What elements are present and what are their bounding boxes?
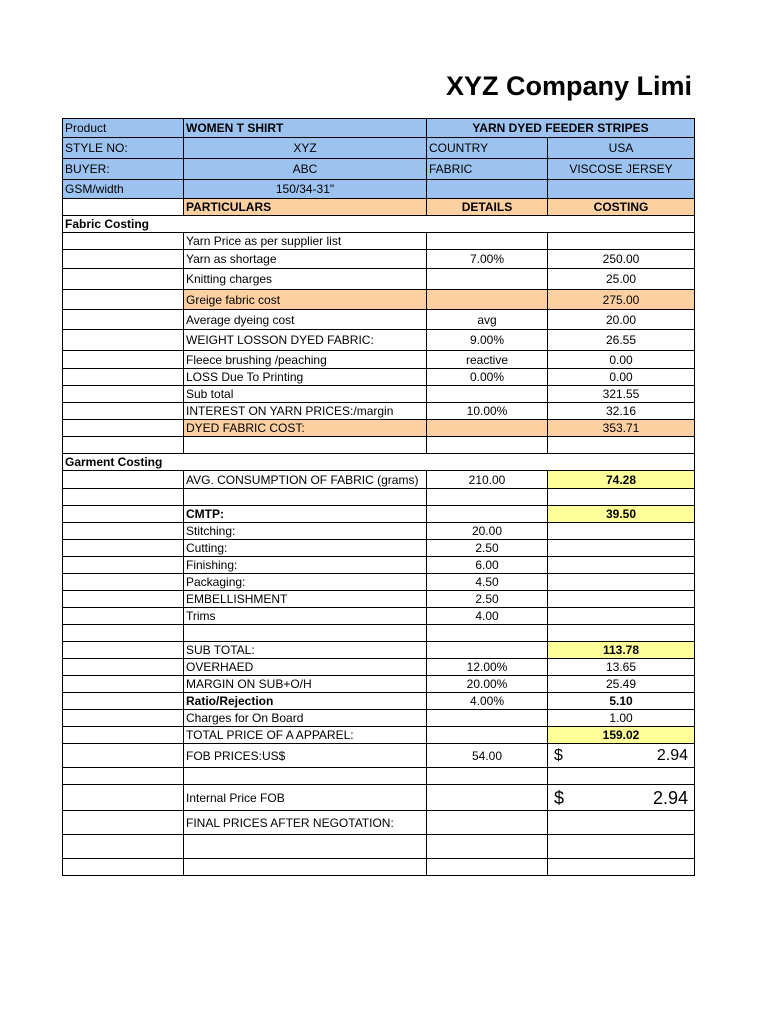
empty-cell[interactable] xyxy=(548,437,695,454)
empty-cell[interactable] xyxy=(63,330,184,351)
fob-details[interactable]: 54.00 xyxy=(427,744,548,768)
empty-cell[interactable] xyxy=(184,835,427,859)
empty-cell[interactable] xyxy=(548,591,695,608)
fob-label[interactable]: FOB PRICES:US$ xyxy=(184,744,427,768)
empty-cell[interactable] xyxy=(184,625,427,642)
particular-cell[interactable]: INTEREST ON YARN PRICES:/margin xyxy=(184,403,427,420)
empty-cell[interactable] xyxy=(184,489,427,506)
ratio-details[interactable]: 4.00% xyxy=(427,693,548,710)
table-row xyxy=(63,608,695,625)
empty-cell[interactable] xyxy=(548,557,695,574)
particular-cell[interactable]: LOSS Due To Printing xyxy=(184,369,427,386)
empty-cell[interactable] xyxy=(427,642,548,659)
cmtp-item-label[interactable]: Packaging: xyxy=(184,574,427,591)
table-row xyxy=(63,471,695,489)
empty-cell[interactable] xyxy=(184,768,427,785)
empty-row xyxy=(63,625,695,642)
fabric-value[interactable]: VISCOSE JERSEY xyxy=(548,159,695,180)
empty-cell[interactable] xyxy=(63,693,184,710)
table-row xyxy=(63,540,695,557)
empty-cell[interactable] xyxy=(63,540,184,557)
product-row xyxy=(63,119,695,138)
costing-sheet xyxy=(62,118,695,876)
table-row xyxy=(63,785,695,811)
table-row xyxy=(63,676,695,693)
table-row xyxy=(63,269,695,290)
table-row xyxy=(63,420,695,437)
empty-cell[interactable] xyxy=(427,625,548,642)
empty-cell[interactable] xyxy=(63,642,184,659)
empty-cell[interactable] xyxy=(63,386,184,403)
table-row xyxy=(63,591,695,608)
details-cell[interactable]: 10.00% xyxy=(427,403,548,420)
empty-cell[interactable] xyxy=(548,768,695,785)
costing-cell[interactable]: 26.55 xyxy=(548,330,695,351)
empty-cell[interactable] xyxy=(63,785,184,811)
particular-cell[interactable]: Average dyeing cost xyxy=(184,310,427,330)
details-cell[interactable]: 7.00% xyxy=(427,250,548,269)
product-label: Product xyxy=(63,119,184,138)
cmtp-costing[interactable]: 39.50 xyxy=(548,506,695,523)
fob-amount: 2.94 xyxy=(656,746,689,764)
empty-row xyxy=(63,859,695,876)
particular-cell[interactable]: Yarn Price as per supplier list xyxy=(184,233,427,250)
onboard-label[interactable]: Charges for On Board xyxy=(184,710,427,727)
costing-cell[interactable] xyxy=(548,233,695,250)
particular-cell[interactable]: WEIGHT LOSSON DYED FABRIC: xyxy=(184,330,427,351)
particular-cell[interactable]: DYED FABRIC COST: xyxy=(184,420,427,437)
empty-cell[interactable] xyxy=(548,811,695,835)
costing-cell[interactable]: 0.00 xyxy=(548,369,695,386)
table-row xyxy=(63,557,695,574)
margin-details[interactable]: 20.00% xyxy=(427,676,548,693)
cmtp-item-label[interactable]: Trims xyxy=(184,608,427,625)
empty-cell[interactable] xyxy=(63,369,184,386)
cmtp-item-label[interactable]: Finishing: xyxy=(184,557,427,574)
country-label: COUNTRY xyxy=(427,138,548,159)
empty-cell[interactable] xyxy=(63,310,184,330)
empty-cell[interactable] xyxy=(63,290,184,310)
table-row xyxy=(63,351,695,369)
empty-cell[interactable] xyxy=(427,506,548,523)
ratio-label[interactable]: Ratio/Rejection xyxy=(184,693,427,710)
empty-cell[interactable] xyxy=(63,471,184,489)
cmtp-item-label[interactable]: Cutting: xyxy=(184,540,427,557)
buyer-value[interactable]: ABC xyxy=(184,159,427,180)
table-row xyxy=(63,403,695,420)
subtotal-costing[interactable]: 113.78 xyxy=(548,642,695,659)
empty-cell[interactable] xyxy=(427,768,548,785)
empty-cell[interactable] xyxy=(63,233,184,250)
cmtp-item-details[interactable]: 2.50 xyxy=(427,540,548,557)
empty-cell[interactable] xyxy=(63,557,184,574)
empty-cell[interactable] xyxy=(427,180,548,199)
empty-cell[interactable] xyxy=(184,859,427,876)
empty-row xyxy=(63,835,695,859)
details-cell[interactable] xyxy=(427,269,548,290)
empty-row xyxy=(63,768,695,785)
final-price-label[interactable]: FINAL PRICES AFTER NEGOTATION: xyxy=(184,811,427,835)
onboard-costing[interactable]: 1.00 xyxy=(548,710,695,727)
table-row xyxy=(63,811,695,835)
empty-cell[interactable] xyxy=(63,403,184,420)
empty-cell[interactable] xyxy=(63,574,184,591)
total-costing[interactable]: 159.02 xyxy=(548,727,695,744)
product-value[interactable]: WOMEN T SHIRT xyxy=(184,119,427,138)
empty-cell[interactable] xyxy=(63,489,184,506)
details-cell[interactable]: avg xyxy=(427,310,548,330)
details-cell[interactable]: reactive xyxy=(427,351,548,369)
empty-cell[interactable] xyxy=(63,523,184,540)
empty-cell[interactable] xyxy=(427,489,548,506)
empty-cell[interactable] xyxy=(427,859,548,876)
cmtp-item-details[interactable]: 2.50 xyxy=(427,591,548,608)
empty-cell[interactable] xyxy=(427,835,548,859)
empty-cell[interactable] xyxy=(548,835,695,859)
empty-cell[interactable] xyxy=(63,250,184,269)
empty-cell[interactable] xyxy=(427,437,548,454)
gsm-value[interactable]: 150/34-31" xyxy=(184,180,427,199)
details-cell[interactable] xyxy=(427,386,548,403)
empty-cell[interactable] xyxy=(63,835,184,859)
company-title: XYZ Company Limi xyxy=(446,71,693,101)
costing-cell[interactable]: 25.00 xyxy=(548,269,695,290)
gsm-label: GSM/width xyxy=(63,180,184,199)
empty-cell[interactable] xyxy=(63,591,184,608)
details-cell[interactable]: 9.00% xyxy=(427,330,548,351)
empty-cell[interactable] xyxy=(427,785,548,811)
internal-price-label[interactable]: Internal Price FOB xyxy=(184,785,427,811)
empty-row xyxy=(63,437,695,454)
empty-cell[interactable] xyxy=(63,676,184,693)
table-row xyxy=(63,330,695,351)
fabric-label: FABRIC xyxy=(427,159,548,180)
empty-cell[interactable] xyxy=(427,710,548,727)
consumption-label[interactable]: AVG. CONSUMPTION OF FABRIC (grams) xyxy=(184,471,427,489)
empty-cell[interactable] xyxy=(548,574,695,591)
empty-cell[interactable] xyxy=(548,625,695,642)
cmtp-item-label[interactable]: Stitching: xyxy=(184,523,427,540)
internal-currency: $ xyxy=(554,787,565,808)
empty-cell[interactable] xyxy=(427,811,548,835)
table-row xyxy=(63,523,695,540)
internal-amount: 2.94 xyxy=(652,787,689,808)
style-row xyxy=(63,138,695,159)
empty-cell[interactable] xyxy=(63,811,184,835)
particulars-header: PARTICULARS xyxy=(184,199,427,216)
cmtp-item-details[interactable]: 4.50 xyxy=(427,574,548,591)
garment-section-title: Garment Costing xyxy=(63,454,695,471)
empty-cell[interactable] xyxy=(548,540,695,557)
consumption-details[interactable]: 210.00 xyxy=(427,471,548,489)
table-row xyxy=(63,506,695,523)
details-header: DETAILS xyxy=(427,199,548,216)
empty-cell[interactable] xyxy=(63,625,184,642)
table-row xyxy=(63,574,695,591)
table-row xyxy=(63,290,695,310)
buyer-label: BUYER: xyxy=(63,159,184,180)
buyer-row xyxy=(63,159,695,180)
empty-cell[interactable] xyxy=(63,269,184,290)
empty-cell[interactable] xyxy=(63,768,184,785)
total-label[interactable]: TOTAL PRICE OF A APPAREL: xyxy=(184,727,427,744)
costing-cell[interactable]: 321.55 xyxy=(548,386,695,403)
particular-cell[interactable]: Greige fabric cost xyxy=(184,290,427,310)
table-row xyxy=(63,233,695,250)
empty-cell[interactable] xyxy=(63,506,184,523)
particular-cell[interactable]: Fleece brushing /peaching xyxy=(184,351,427,369)
fob-price-cell[interactable] xyxy=(548,744,695,768)
empty-cell[interactable] xyxy=(63,351,184,369)
particular-cell[interactable]: Sub total xyxy=(184,386,427,403)
margin-label[interactable]: MARGIN ON SUB+O/H xyxy=(184,676,427,693)
table-row xyxy=(63,250,695,269)
internal-price-cell[interactable] xyxy=(548,785,695,811)
empty-cell[interactable] xyxy=(427,727,548,744)
margin-costing[interactable]: 25.49 xyxy=(548,676,695,693)
empty-cell[interactable] xyxy=(63,744,184,768)
table-row xyxy=(63,744,695,768)
details-cell[interactable]: 0.00% xyxy=(427,369,548,386)
costing-header: COSTING xyxy=(548,199,695,216)
empty-cell[interactable] xyxy=(548,523,695,540)
fabric-section-title: Fabric Costing xyxy=(63,216,695,233)
consumption-costing[interactable]: 74.28 xyxy=(548,471,695,489)
column-header-row xyxy=(63,199,695,216)
details-cell[interactable] xyxy=(427,420,548,437)
empty-cell[interactable] xyxy=(548,489,695,506)
ratio-costing[interactable]: 5.10 xyxy=(548,693,695,710)
fob-currency: $ xyxy=(554,746,563,764)
costing-cell[interactable]: 353.71 xyxy=(548,420,695,437)
cmtp-item-label[interactable]: EMBELLISHMENT xyxy=(184,591,427,608)
empty-cell[interactable] xyxy=(548,180,695,199)
table-row xyxy=(63,659,695,676)
table-row xyxy=(63,642,695,659)
particular-cell[interactable]: Yarn as shortage xyxy=(184,250,427,269)
details-cell[interactable] xyxy=(427,233,548,250)
costing-cell[interactable]: 275.00 xyxy=(548,290,695,310)
empty-cell[interactable] xyxy=(63,710,184,727)
particular-cell[interactable]: Knitting charges xyxy=(184,269,427,290)
style-value[interactable]: XYZ xyxy=(184,138,427,159)
empty-row xyxy=(63,489,695,506)
empty-cell[interactable] xyxy=(63,859,184,876)
section-row xyxy=(63,454,695,471)
table-row xyxy=(63,710,695,727)
gsm-row xyxy=(63,180,695,199)
style-label: STYLE NO: xyxy=(63,138,184,159)
overhead-details[interactable]: 12.00% xyxy=(427,659,548,676)
costing-cell[interactable]: 250.00 xyxy=(548,250,695,269)
cmtp-item-details[interactable]: 4.00 xyxy=(427,608,548,625)
cmtp-label[interactable]: CMTP: xyxy=(184,506,427,523)
table-row xyxy=(63,386,695,403)
cmtp-item-details[interactable]: 20.00 xyxy=(427,523,548,540)
subtotal-label[interactable]: SUB TOTAL: xyxy=(184,642,427,659)
empty-cell[interactable] xyxy=(548,608,695,625)
empty-cell[interactable] xyxy=(548,859,695,876)
empty-cell[interactable] xyxy=(63,199,184,216)
country-value[interactable]: USA xyxy=(548,138,695,159)
product-description[interactable]: YARN DYED FEEDER STRIPES xyxy=(427,119,695,138)
table-row xyxy=(63,310,695,330)
empty-cell[interactable] xyxy=(63,727,184,744)
table-row xyxy=(63,693,695,710)
costing-cell[interactable]: 32.16 xyxy=(548,403,695,420)
costing-cell[interactable]: 20.00 xyxy=(548,310,695,330)
cmtp-item-details[interactable]: 6.00 xyxy=(427,557,548,574)
table-row xyxy=(63,369,695,386)
section-row xyxy=(63,216,695,233)
overhead-costing[interactable]: 13.65 xyxy=(548,659,695,676)
overhead-label[interactable]: OVERHAED xyxy=(184,659,427,676)
table-row xyxy=(63,727,695,744)
details-cell[interactable] xyxy=(427,290,548,310)
empty-cell[interactable] xyxy=(63,437,184,454)
empty-cell[interactable] xyxy=(63,659,184,676)
empty-cell[interactable] xyxy=(63,420,184,437)
empty-cell[interactable] xyxy=(63,608,184,625)
costing-cell[interactable]: 0.00 xyxy=(548,351,695,369)
empty-cell[interactable] xyxy=(184,437,427,454)
